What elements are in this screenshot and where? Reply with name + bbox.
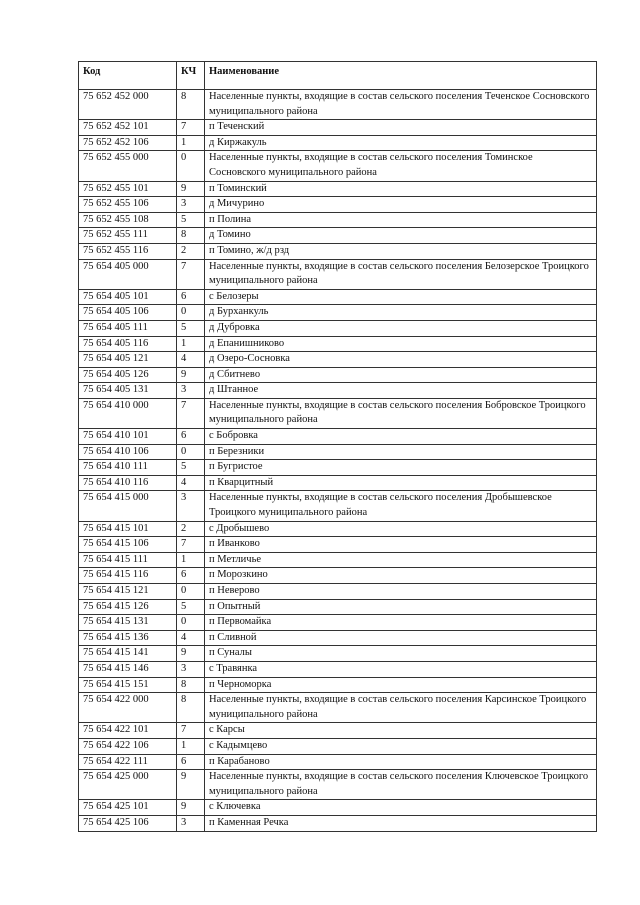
cell-code: 75 654 405 126: [79, 367, 177, 383]
table-row: [79, 305, 597, 321]
cell-name: п Теченский: [205, 120, 597, 136]
cell-name: Населенные пункты, входящие в состав сельского поселения Белозерское Троицкого муниципального района: [205, 259, 597, 289]
cell-name: п Первомайка: [205, 615, 597, 631]
table-row: [79, 460, 597, 476]
cell-code: 75 654 410 116: [79, 475, 177, 491]
table-row: [79, 243, 597, 259]
cell-code: 75 654 415 146: [79, 661, 177, 677]
cell-name: п Черноморка: [205, 677, 597, 693]
table-row: [79, 537, 597, 553]
cell-kch: 6: [177, 568, 205, 584]
cell-kch: 8: [177, 693, 205, 723]
cell-kch: 9: [177, 367, 205, 383]
cell-kch: 0: [177, 444, 205, 460]
cell-kch: 1: [177, 135, 205, 151]
cell-kch: 9: [177, 800, 205, 816]
cell-name: с Кадымцево: [205, 738, 597, 754]
cell-name: Населенные пункты, входящие в состав сельского поселения Карсинское Троицкого муниципального района: [205, 693, 597, 723]
cell-kch: 9: [177, 181, 205, 197]
cell-kch: 6: [177, 429, 205, 445]
cell-kch: 0: [177, 305, 205, 321]
cell-kch: 4: [177, 630, 205, 646]
cell-name: с Карсы: [205, 723, 597, 739]
table-row: [79, 693, 597, 723]
cell-kch: 3: [177, 815, 205, 831]
cell-code: 75 654 425 106: [79, 815, 177, 831]
table-row: [79, 491, 597, 521]
table-row: [79, 615, 597, 631]
cell-name: Населенные пункты, входящие в состав сельского поселения Бобровское Троицкого муниципального района: [205, 398, 597, 428]
cell-code: 75 654 405 106: [79, 305, 177, 321]
cell-name: д Епанишниково: [205, 336, 597, 352]
cell-code: 75 654 415 000: [79, 491, 177, 521]
cell-name: д Озеро-Сосновка: [205, 352, 597, 368]
table-row: [79, 738, 597, 754]
cell-kch: 6: [177, 754, 205, 770]
cell-kch: 7: [177, 398, 205, 428]
table-row: [79, 677, 597, 693]
cell-name: д Сбитнево: [205, 367, 597, 383]
cell-kch: 0: [177, 584, 205, 600]
cell-name: п Березники: [205, 444, 597, 460]
cell-kch: 5: [177, 212, 205, 228]
cell-code: 75 654 410 101: [79, 429, 177, 445]
cell-kch: 3: [177, 383, 205, 399]
header-code: Код: [79, 62, 177, 90]
cell-kch: 6: [177, 289, 205, 305]
cell-name: с Дробышево: [205, 521, 597, 537]
cell-name: Населенные пункты, входящие в состав сельского поселения Дробышевское Троицкого муниципального района: [205, 491, 597, 521]
cell-kch: 1: [177, 552, 205, 568]
table-row: [79, 444, 597, 460]
table-row: [79, 320, 597, 336]
table-row: [79, 398, 597, 428]
cell-code: 75 652 452 000: [79, 90, 177, 120]
cell-code: 75 654 422 111: [79, 754, 177, 770]
cell-name: п Морозкино: [205, 568, 597, 584]
cell-code: 75 654 415 126: [79, 599, 177, 615]
cell-kch: 0: [177, 151, 205, 181]
cell-code: 75 654 405 121: [79, 352, 177, 368]
cell-code: 75 652 455 000: [79, 151, 177, 181]
cell-name: д Томино: [205, 228, 597, 244]
table-row: [79, 568, 597, 584]
cell-name: д Киржакуль: [205, 135, 597, 151]
cell-code: 75 652 455 108: [79, 212, 177, 228]
cell-kch: 1: [177, 336, 205, 352]
cell-name: п Карабаново: [205, 754, 597, 770]
table-row: [79, 429, 597, 445]
cell-code: 75 654 415 151: [79, 677, 177, 693]
cell-kch: 1: [177, 738, 205, 754]
table-row: [79, 584, 597, 600]
cell-kch: 5: [177, 599, 205, 615]
cell-name: п Сливной: [205, 630, 597, 646]
cell-name: Населенные пункты, входящие в состав сельского поселения Теченское Сосновского муниципального района: [205, 90, 597, 120]
cell-kch: 0: [177, 615, 205, 631]
table-row: [79, 475, 597, 491]
cell-code: 75 652 455 116: [79, 243, 177, 259]
cell-code: 75 654 422 101: [79, 723, 177, 739]
cell-kch: 8: [177, 677, 205, 693]
table-row: [79, 383, 597, 399]
table-body: [79, 90, 597, 832]
cell-name: д Дубровка: [205, 320, 597, 336]
table-row: [79, 336, 597, 352]
cell-code: 75 652 455 101: [79, 181, 177, 197]
document-page: [78, 61, 596, 832]
table-row: [79, 212, 597, 228]
cell-name: п Каменная Речка: [205, 815, 597, 831]
cell-kch: 9: [177, 646, 205, 662]
cell-name: Населенные пункты, входящие в состав сельского поселения Ключевское Троицкого муниципального района: [205, 770, 597, 800]
cell-name: с Ключевка: [205, 800, 597, 816]
cell-code: 75 654 405 111: [79, 320, 177, 336]
table-row: [79, 521, 597, 537]
cell-name: п Томинский: [205, 181, 597, 197]
table-row: [79, 815, 597, 831]
cell-name: с Белозеры: [205, 289, 597, 305]
cell-name: Населенные пункты, входящие в состав сельского поселения Томинское Сосновского муниципального района: [205, 151, 597, 181]
cell-name: д Бурханкуль: [205, 305, 597, 321]
cell-code: 75 654 415 106: [79, 537, 177, 553]
cell-name: п Неверово: [205, 584, 597, 600]
cell-kch: 7: [177, 723, 205, 739]
cell-name: п Опытный: [205, 599, 597, 615]
cell-code: 75 654 422 000: [79, 693, 177, 723]
cell-code: 75 654 422 106: [79, 738, 177, 754]
cell-code: 75 654 405 000: [79, 259, 177, 289]
table-row: [79, 599, 597, 615]
table-row: [79, 646, 597, 662]
table-row: [79, 289, 597, 305]
cell-kch: 5: [177, 460, 205, 476]
cell-kch: 7: [177, 120, 205, 136]
header-name: Наименование: [205, 62, 597, 90]
table-row: [79, 197, 597, 213]
table-row: [79, 770, 597, 800]
cell-code: 75 654 410 106: [79, 444, 177, 460]
cell-code: 75 654 415 101: [79, 521, 177, 537]
cell-kch: 4: [177, 352, 205, 368]
cell-name: д Штанное: [205, 383, 597, 399]
cell-kch: 3: [177, 661, 205, 677]
cell-name: п Иванково: [205, 537, 597, 553]
cell-kch: 2: [177, 243, 205, 259]
table-row: [79, 228, 597, 244]
table-row: [79, 181, 597, 197]
cell-code: 75 652 452 106: [79, 135, 177, 151]
cell-code: 75 654 405 101: [79, 289, 177, 305]
table-row: [79, 259, 597, 289]
cell-code: 75 652 455 106: [79, 197, 177, 213]
cell-code: 75 654 425 101: [79, 800, 177, 816]
cell-code: 75 654 410 111: [79, 460, 177, 476]
cell-code: 75 654 415 111: [79, 552, 177, 568]
cell-code: 75 654 415 116: [79, 568, 177, 584]
cell-code: 75 652 455 111: [79, 228, 177, 244]
table-row: [79, 151, 597, 181]
table-row: [79, 120, 597, 136]
cell-name: п Томино, ж/д рзд: [205, 243, 597, 259]
cell-code: 75 654 425 000: [79, 770, 177, 800]
cell-kch: 3: [177, 197, 205, 213]
cell-kch: 5: [177, 320, 205, 336]
cell-code: 75 654 415 136: [79, 630, 177, 646]
cell-kch: 8: [177, 90, 205, 120]
cell-code: 75 654 405 116: [79, 336, 177, 352]
cell-code: 75 654 415 141: [79, 646, 177, 662]
cell-kch: 9: [177, 770, 205, 800]
cell-kch: 2: [177, 521, 205, 537]
cell-code: 75 654 405 131: [79, 383, 177, 399]
cell-code: 75 654 415 121: [79, 584, 177, 600]
cell-code: 75 654 410 000: [79, 398, 177, 428]
cell-name: п Кварцитный: [205, 475, 597, 491]
cell-kch: 3: [177, 491, 205, 521]
table-row: [79, 800, 597, 816]
cell-code: 75 654 415 131: [79, 615, 177, 631]
cell-kch: 7: [177, 259, 205, 289]
cell-name: п Полина: [205, 212, 597, 228]
table-row: [79, 367, 597, 383]
table-header-row: [79, 62, 597, 90]
header-kch: КЧ: [177, 62, 205, 90]
cell-name: с Бобровка: [205, 429, 597, 445]
table-row: [79, 90, 597, 120]
cell-kch: 7: [177, 537, 205, 553]
table-row: [79, 552, 597, 568]
table-row: [79, 754, 597, 770]
settlements-table: [78, 61, 597, 832]
table-row: [79, 723, 597, 739]
cell-name: п Бугристое: [205, 460, 597, 476]
cell-kch: 8: [177, 228, 205, 244]
cell-kch: 4: [177, 475, 205, 491]
table-row: [79, 135, 597, 151]
cell-name: п Метличье: [205, 552, 597, 568]
cell-code: 75 652 452 101: [79, 120, 177, 136]
cell-name: д Мичурино: [205, 197, 597, 213]
table-row: [79, 352, 597, 368]
cell-name: п Суналы: [205, 646, 597, 662]
table-row: [79, 630, 597, 646]
table-row: [79, 661, 597, 677]
cell-name: с Травянка: [205, 661, 597, 677]
